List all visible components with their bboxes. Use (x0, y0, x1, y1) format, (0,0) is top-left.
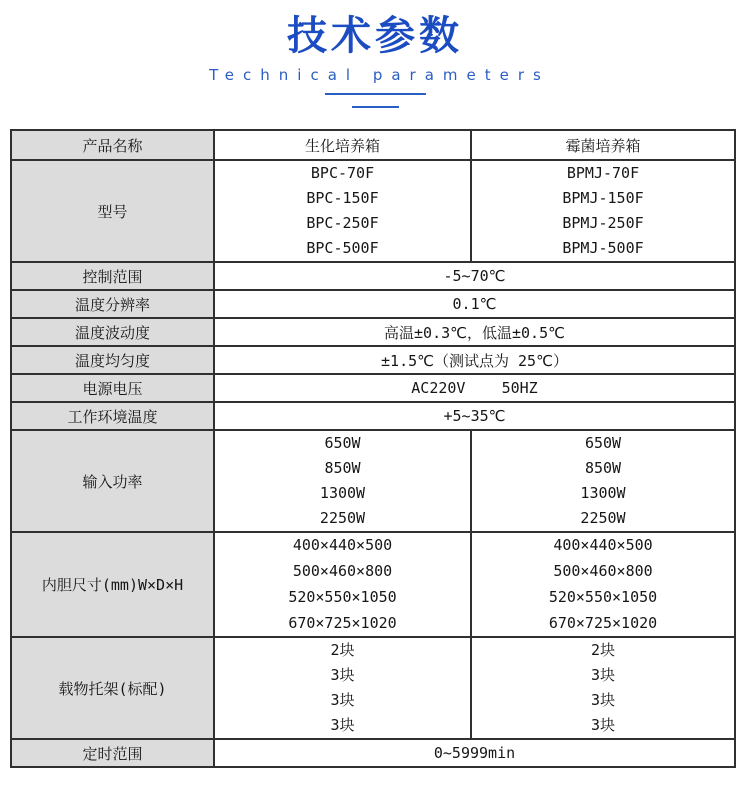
value-stack (472, 638, 734, 738)
value-stack (472, 431, 734, 531)
table-row (11, 532, 735, 637)
value-stack (472, 161, 734, 261)
value-cell-merged: ±1.5℃（测试点为 25℃） (214, 346, 735, 374)
value-line: 520×550×1050 (288, 587, 397, 606)
table-row (11, 318, 735, 346)
value-line: BPMJ-500F (562, 239, 644, 257)
table-row (11, 290, 735, 318)
value-line: 1300W (580, 484, 626, 502)
row-label: 电源电压 (11, 374, 214, 402)
value-line: 850W (584, 459, 622, 477)
value-line: BPC-150F (306, 189, 379, 207)
value-stack (215, 161, 470, 261)
value-line: 2块 (590, 641, 616, 659)
value-cell-left (214, 532, 471, 637)
value-line: 400×440×500 (292, 536, 393, 555)
value-line: BPMJ-70F (566, 164, 640, 182)
value-line: 3块 (590, 666, 616, 684)
value-stack (215, 431, 470, 531)
value-line: BPC-250F (306, 214, 379, 232)
value-cell-merged: AC220V 50HZ (214, 374, 735, 402)
value-line: 2250W (319, 509, 366, 527)
column-header-0: 产品名称 (11, 130, 214, 160)
table-row (11, 346, 735, 374)
value-line: BPC-70F (310, 164, 375, 182)
value-line: BPC-500F (306, 239, 379, 257)
table-row (11, 262, 735, 290)
masthead (0, 0, 750, 129)
table-header-row (11, 130, 735, 160)
row-label: 工作环境温度 (11, 402, 214, 430)
value-line: 670×725×1020 (548, 613, 658, 632)
row-label: 定时范围 (11, 739, 214, 767)
value-line: 1300W (319, 484, 366, 502)
divider-long (325, 93, 426, 95)
value-cell-right (471, 160, 735, 262)
value-cell-merged: 0.1℃ (214, 290, 735, 318)
value-line: 3块 (330, 666, 355, 684)
table-row (11, 739, 735, 767)
value-cell-right (471, 430, 735, 532)
value-line: 670×725×1020 (288, 613, 397, 632)
value-line: 520×550×1050 (548, 587, 658, 606)
value-stack (215, 638, 470, 738)
value-line: 850W (324, 459, 361, 477)
divider-short (352, 106, 399, 108)
value-line: 500×460×800 (553, 562, 653, 581)
value-cell-merged: +5~35℃ (214, 402, 735, 430)
value-stack (472, 533, 734, 636)
value-line: BPMJ-250F (562, 214, 644, 232)
value-cell-left (214, 430, 471, 532)
table-row (11, 430, 735, 532)
value-line: 650W (324, 434, 361, 452)
value-line: 400×440×500 (553, 536, 653, 555)
row-label: 型号 (11, 160, 214, 262)
value-line: BPMJ-150F (562, 189, 644, 207)
value-line: 650W (584, 434, 622, 452)
row-label: 温度波动度 (11, 318, 214, 346)
value-line: 500×460×800 (292, 562, 393, 581)
value-line: 3块 (590, 716, 616, 734)
value-cell-merged: 高温±0.3℃，低温±0.5℃ (214, 318, 735, 346)
table-row (11, 374, 735, 402)
table-row (11, 402, 735, 430)
value-cell-right (471, 637, 735, 739)
value-cell-left (214, 160, 471, 262)
row-label: 温度分辨率 (11, 290, 214, 318)
column-header-1: 生化培养箱 (214, 130, 471, 160)
row-label: 温度均匀度 (11, 346, 214, 374)
value-line: 3块 (330, 691, 355, 709)
page-subtitle: Technical parameters (209, 66, 550, 84)
value-cell-left (214, 637, 471, 739)
row-label: 输入功率 (11, 430, 214, 532)
value-cell-merged: -5~70℃ (214, 262, 735, 290)
page-title: 技术参数 (287, 13, 463, 59)
value-cell-merged: 0~5999min (214, 739, 735, 767)
value-stack (215, 533, 470, 636)
table-row (11, 637, 735, 739)
row-label: 内胆尺寸(mm)W×D×H (11, 532, 214, 637)
table-row (11, 160, 735, 262)
spec-table (10, 129, 736, 768)
row-label: 载物托架(标配) (11, 637, 214, 739)
row-label: 控制范围 (11, 262, 214, 290)
column-header-2: 霉菌培养箱 (471, 130, 735, 160)
value-line: 2块 (330, 641, 355, 659)
value-cell-right (471, 532, 735, 637)
value-line: 2250W (580, 509, 626, 527)
value-line: 3块 (590, 691, 616, 709)
value-line: 3块 (330, 716, 355, 734)
